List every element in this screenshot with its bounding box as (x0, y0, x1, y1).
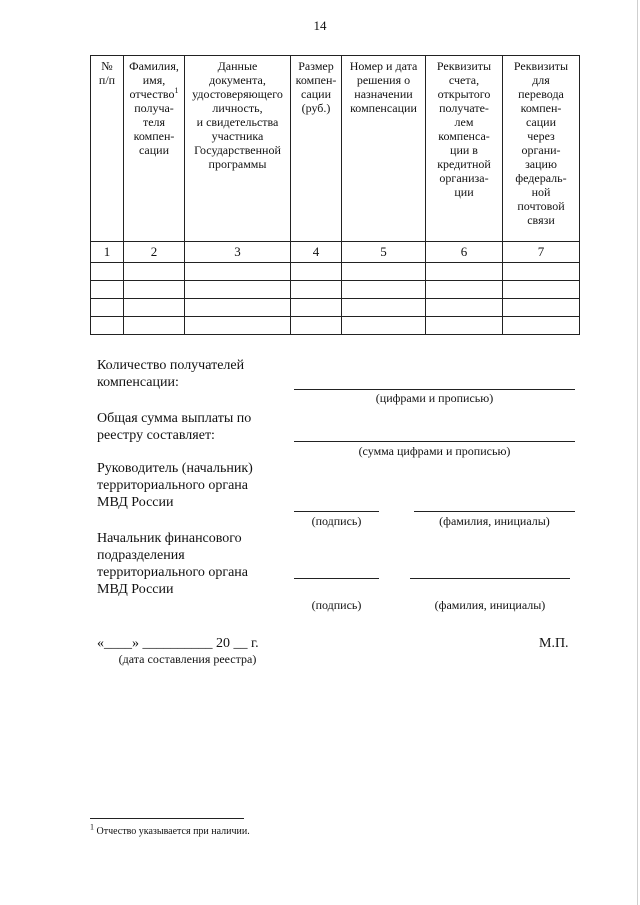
column-number-2: 2 (124, 242, 185, 263)
column-header-6: Реквизиты счета, открытого получате- лем компенса- ции в кредитной организа- ции (426, 56, 503, 242)
table-cell[interactable] (91, 281, 124, 299)
table-cell[interactable] (91, 299, 124, 317)
finance-name-line[interactable] (410, 578, 570, 579)
page-edge (637, 0, 638, 905)
recipients-label: Количество получателей компенсации: (97, 358, 245, 390)
column-number-3: 3 (185, 242, 291, 263)
table-cell[interactable] (503, 299, 580, 317)
table-row (91, 317, 580, 335)
total-caption: (сумма цифрами и прописью) (358, 444, 511, 458)
footnote-separator (90, 818, 244, 819)
column-header-4: Размер компен- сации (руб.) (291, 56, 342, 242)
column-number-7: 7 (503, 242, 580, 263)
total-label: Общая сумма выплаты по реестру составляет: (97, 411, 252, 443)
column-header-5: Номер и дата решения о назначении компенсации (342, 56, 426, 242)
stamp-label: М.П. (539, 636, 569, 651)
column-number-5: 5 (342, 242, 426, 263)
table-cell[interactable] (426, 281, 503, 299)
table-cell[interactable] (342, 281, 426, 299)
table-cell[interactable] (91, 317, 124, 335)
table-cell[interactable] (91, 263, 124, 281)
finance-name-caption: (фамилия, инициалы) (434, 598, 546, 612)
table-cell[interactable] (291, 317, 342, 335)
column-header-1: № п/п (91, 56, 124, 242)
column-number-6: 6 (426, 242, 503, 263)
table-cell[interactable] (291, 281, 342, 299)
table-cell[interactable] (185, 281, 291, 299)
head-name-line[interactable] (414, 511, 575, 512)
column-number-1: 1 (91, 242, 124, 263)
table-cell[interactable] (426, 299, 503, 317)
table-cell[interactable] (503, 281, 580, 299)
table-row (91, 281, 580, 299)
table-cell[interactable] (291, 299, 342, 317)
date-line[interactable]: «____» __________ 20 __ г. (97, 636, 259, 651)
table-cell[interactable] (185, 299, 291, 317)
table-cell[interactable] (291, 263, 342, 281)
page-number: 14 (313, 18, 327, 33)
date-caption: (дата составления реестра) (118, 652, 257, 666)
column-numbers-row (91, 242, 580, 263)
table-cell[interactable] (426, 317, 503, 335)
table-row (91, 263, 580, 281)
footnote: $^1$ Отчество указывается при наличии. (90, 822, 250, 837)
table-cell[interactable] (124, 263, 185, 281)
table-row (91, 299, 580, 317)
table-cell[interactable] (124, 299, 185, 317)
table-header-row (91, 56, 580, 242)
table-cell[interactable] (503, 263, 580, 281)
finance-signature-caption: (подпись) (311, 598, 362, 612)
table-cell[interactable] (185, 263, 291, 281)
head-label: Руководитель (начальник) территориального органа МВД России (97, 461, 253, 510)
table-cell[interactable] (342, 317, 426, 335)
head-signature-line[interactable] (294, 511, 379, 512)
finance-signature-line[interactable] (294, 578, 379, 579)
table-cell[interactable] (124, 317, 185, 335)
table-cell[interactable] (342, 263, 426, 281)
table-cell[interactable] (185, 317, 291, 335)
table-cell[interactable] (342, 299, 426, 317)
column-header-3: Данные документа, удостоверяющего личность, и свидетельства участника Государственной программы (185, 56, 291, 242)
recipients-field-line[interactable] (294, 389, 575, 390)
head-signature-caption: (подпись) (311, 514, 362, 528)
column-header-7: Реквизиты для перевода компен- сации через органи- зацию федераль- ной почтовой связи (503, 56, 580, 242)
register-table (90, 55, 580, 335)
finance-label: Начальник финансового подразделения территориального органа МВД России (97, 531, 249, 597)
table-cell[interactable] (503, 317, 580, 335)
recipients-caption: (цифрами и прописью) (375, 391, 494, 405)
table-cell[interactable] (124, 281, 185, 299)
column-number-4: 4 (291, 242, 342, 263)
head-name-caption: (фамилия, инициалы) (439, 514, 550, 528)
total-field-line[interactable] (294, 441, 575, 442)
column-header-2: Фамилия, имя, отчество$^1$ получа- теля компен- сации (124, 56, 185, 242)
table-cell[interactable] (426, 263, 503, 281)
